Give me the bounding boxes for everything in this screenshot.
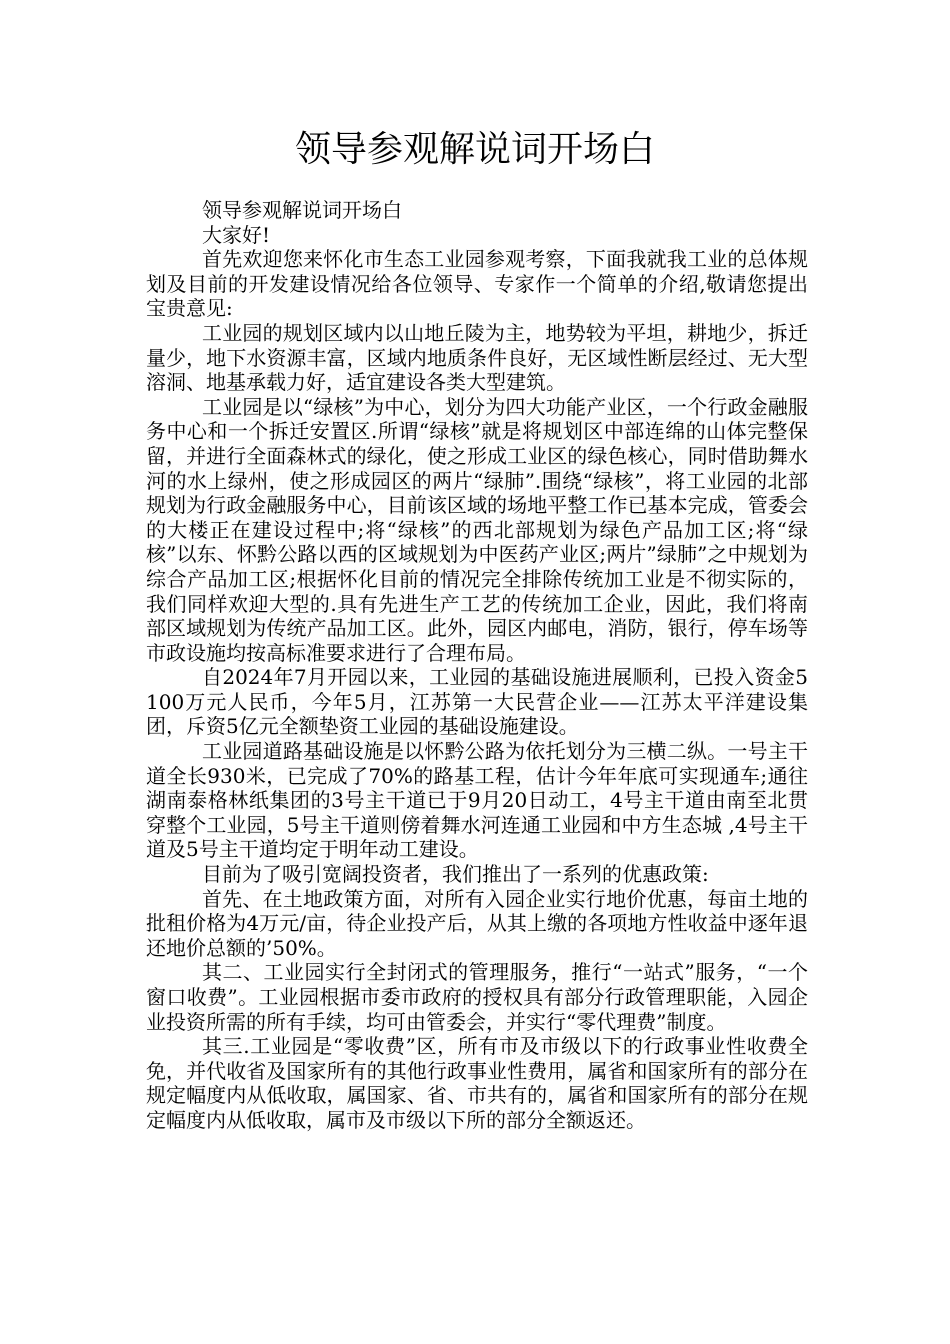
page-title: 领导参观解说词开场白 — [294, 129, 655, 170]
paragraph-roads: 工业园道路基础设施是以怀黔公路为依托划分为三横二纵。一号主干道全长930米，已完成了70%的路基工程，估计今年年底可实现通车;通往湖南泰格林纸集团的3号主干道已于9月20日动工，4号主干道由南至北贯穿整个工业园，5号主干道则傍着舞水河连通工业园和中方生态城 ,4号主干道及5号主干道均定于明年动工建设。 — [146, 739, 808, 862]
paragraph-progress: 自2024年7月开园以来，工业园的基础设施进展顺利，已投入资金5100万元人民币，今年5月，江苏第一大民营企业——江苏太平洋建设集团，斥资5亿元全额垫资工业园的基础设施建设。 — [146, 665, 808, 739]
paragraph-policy-land: 首先、在土地政策方面，对所有入园企业实行地价优惠，每亩土地的批租价格为4万元/亩，待企业投产后，从其上缴的各项地方性收益中逐年退还地价总额的’50%。 — [146, 886, 808, 960]
paragraph-policy-fees: 其三.工业园是“零收费”区，所有市及市级以下的行政事业性收费全免，并代收省及国家所有的其他行政事业性费用，属省和国家所有的部分在规定幅度内从低收取，属国家、省、市共有的，属省和国家所有的部分在规定幅度内从低收取，属市及市级以下所的部分全额返还。 — [146, 1034, 808, 1132]
document-body — [146, 198, 808, 1133]
paragraph-terrain: 工业园的规划区域内以山地丘陵为主，地势较为平坦，耕地少，拆迁量少，地下水资源丰富，区域内地质条件良好，无区域性断层经过、无大型溶洞、地基承载力好，适宜建设各类大型建筑。 — [146, 320, 808, 395]
paragraph-policies-intro: 目前为了吸引宽阔投资者，我们推出了一系列的优惠政策: — [202, 862, 709, 887]
paragraph-layout: 工业园是以“绿核”为中心，划分为四大功能产业区，一个行政金融服务中心和一个拆迁安置区.所谓“绿核”就是将规划区中部连绵的山体完整保留，并进行全面森林式的绿化，使之形成工业区的绿色核心，同时借助舞水河的水上绿州，使之形成园区的两片“绿肺”.围绕“绿核”，将工业园的北部规划为行政金融服务中心，目前该区域的场地平整工作已基本完成，管委会的大楼正在建设过程中;将“绿核”的西北部规划为绿色产品加工区;将“绿核”以东、怀黔公路以西的区域规划为中医药产业区;两片”绿肺”之中规划为综合产品加工区;根据怀化目前的情况完全排除传统加工业是不彻实际的，我们同样欢迎大型的.具有先进生产工艺的传统加工企业，因此，我们将南部区域规划为传统产品加工区。此外，园区内邮电，消防，银行，停车场等市政设施均按高标准要求进行了合理布局。 — [146, 394, 808, 665]
paragraph-greeting: 大家好! — [202, 222, 271, 247]
paragraph-welcome: 首先欢迎您来怀化市生态工业园参观考察，下面我就我工业的总体规划及目前的开发建设情况给各位领导、专家作一个简单的介绍,敬请您提出宝贵意见: — [146, 247, 808, 321]
paragraph-policy-service: 其二、工业园实行全封闭式的管理服务，推行“一站式”服务，“一个窗口收费”。工业园根据市委市政府的授权具有部分行政管理职能，入园企业投资所需的所有手续，均可由管委会，并实行“零代理费”制度。 — [146, 960, 808, 1034]
paragraph-subtitle: 领导参观解说词开场白 — [202, 198, 402, 222]
